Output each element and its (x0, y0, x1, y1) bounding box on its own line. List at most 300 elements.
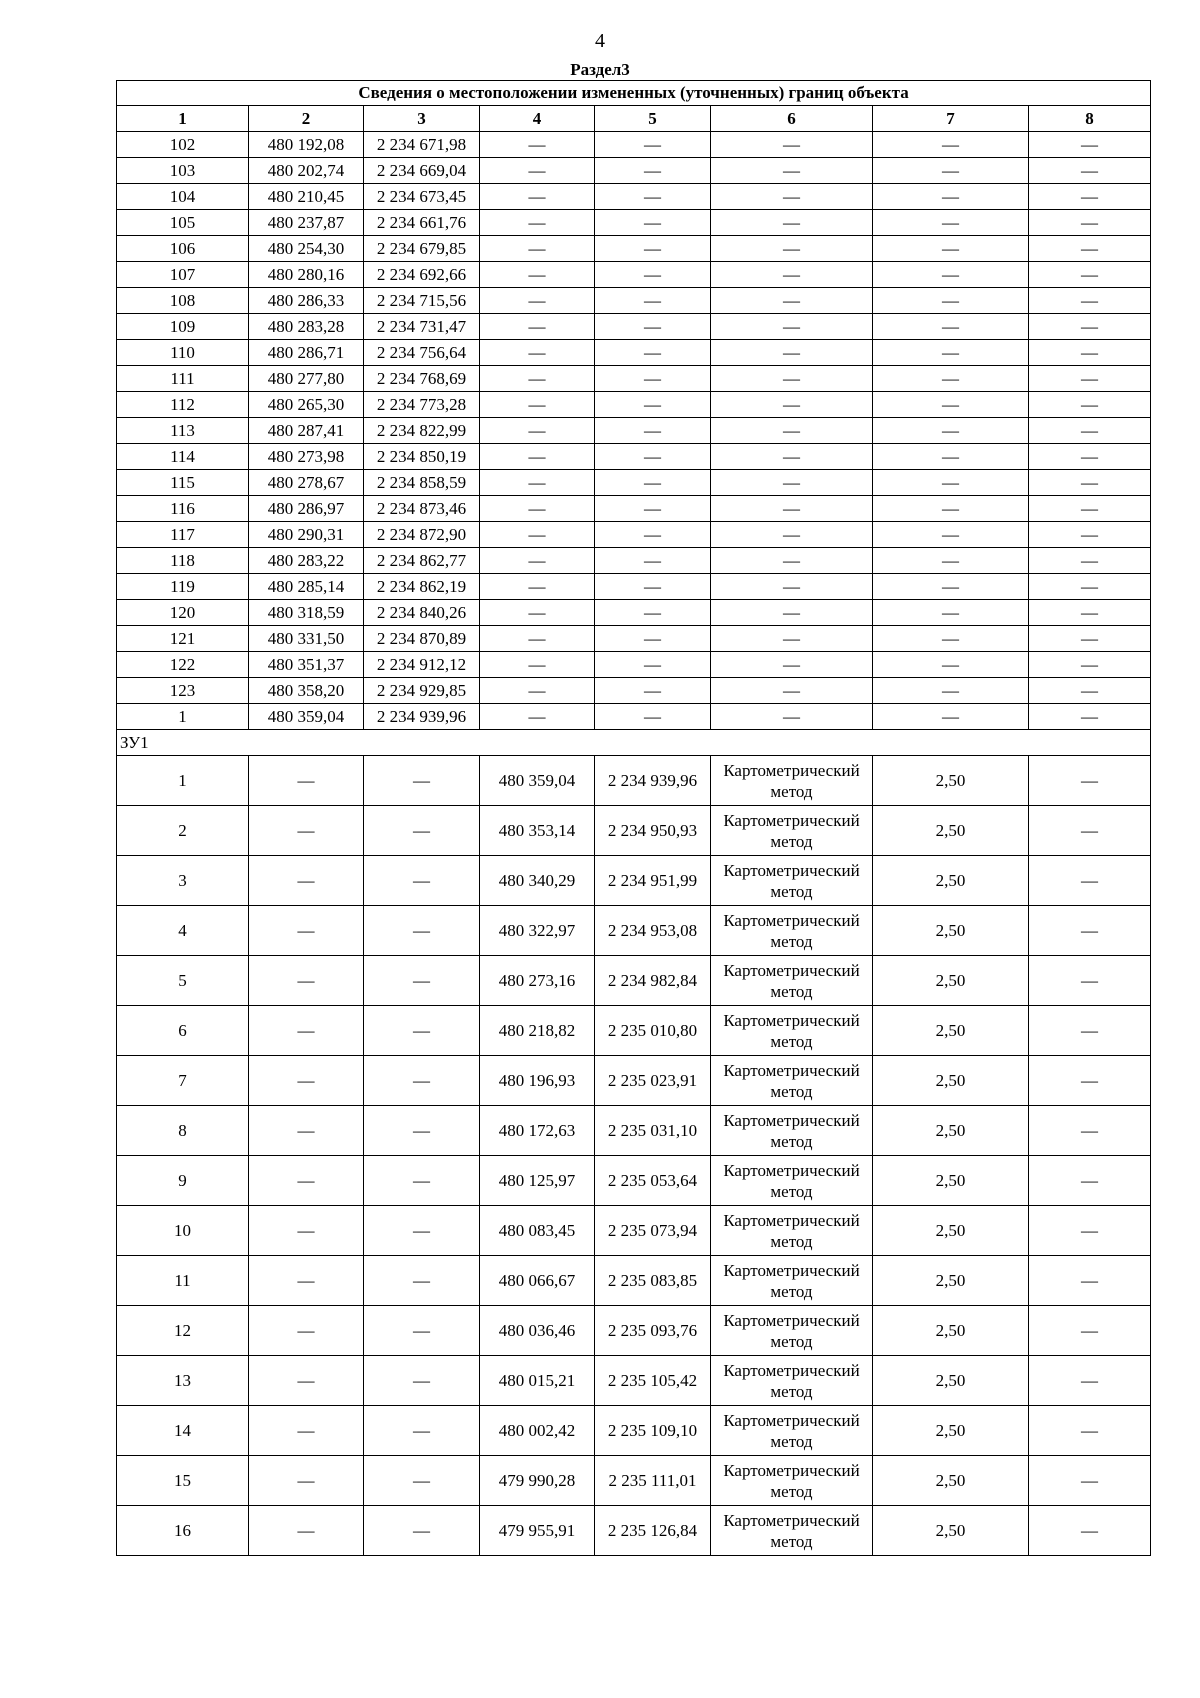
empty-dash: — (364, 1006, 480, 1056)
empty-dash: — (711, 548, 873, 574)
method-cell: Картометрический метод (711, 1356, 873, 1406)
empty-dash: — (711, 678, 873, 704)
method-cell: Картометрический метод (711, 756, 873, 806)
new-y: 2 235 105,42 (595, 1356, 711, 1406)
empty-dash: — (480, 158, 595, 184)
point-number: 2 (117, 806, 249, 856)
precision-cell: 2,50 (873, 1156, 1029, 1206)
point-number: 113 (117, 418, 249, 444)
existing-x: 480 359,04 (249, 704, 364, 730)
empty-dash: — (873, 132, 1029, 158)
existing-y: 2 234 939,96 (364, 704, 480, 730)
empty-dash: — (480, 236, 595, 262)
new-x: 480 036,46 (480, 1306, 595, 1356)
method-cell: Картометрический метод (711, 956, 873, 1006)
new-x: 480 218,82 (480, 1006, 595, 1056)
table-row (117, 288, 1151, 314)
empty-dash: — (1029, 956, 1151, 1006)
empty-dash: — (1029, 444, 1151, 470)
existing-y: 2 234 768,69 (364, 366, 480, 392)
empty-dash: — (873, 704, 1029, 730)
empty-dash: — (364, 1106, 480, 1156)
point-number: 121 (117, 626, 249, 652)
point-number: 3 (117, 856, 249, 906)
existing-x: 480 202,74 (249, 158, 364, 184)
empty-dash: — (364, 756, 480, 806)
table-row (117, 704, 1151, 730)
empty-dash: — (249, 1206, 364, 1256)
empty-dash: — (364, 956, 480, 1006)
table-row (117, 210, 1151, 236)
existing-y: 2 234 671,98 (364, 132, 480, 158)
point-number: 14 (117, 1406, 249, 1456)
empty-dash: — (480, 366, 595, 392)
empty-dash: — (1029, 470, 1151, 496)
empty-dash: — (364, 1406, 480, 1456)
empty-dash: — (711, 626, 873, 652)
existing-x: 480 287,41 (249, 418, 364, 444)
empty-dash: — (873, 262, 1029, 288)
new-y: 2 235 111,01 (595, 1456, 711, 1506)
empty-dash: — (1029, 366, 1151, 392)
empty-dash: — (364, 1256, 480, 1306)
empty-dash: — (711, 288, 873, 314)
method-cell: Картометрический метод (711, 1306, 873, 1356)
table-row (117, 496, 1151, 522)
point-number: 109 (117, 314, 249, 340)
empty-dash: — (873, 236, 1029, 262)
point-number: 119 (117, 574, 249, 600)
empty-dash: — (1029, 1306, 1151, 1356)
precision-cell: 2,50 (873, 1056, 1029, 1106)
existing-x: 480 237,87 (249, 210, 364, 236)
existing-y: 2 234 840,26 (364, 600, 480, 626)
existing-x: 480 318,59 (249, 600, 364, 626)
group-label: ЗУ1 (117, 730, 1151, 756)
empty-dash: — (711, 392, 873, 418)
empty-dash: — (711, 262, 873, 288)
empty-dash: — (364, 1356, 480, 1406)
empty-dash: — (249, 856, 364, 906)
new-y: 2 235 093,76 (595, 1306, 711, 1356)
point-number: 1 (117, 704, 249, 730)
empty-dash: — (1029, 496, 1151, 522)
empty-dash: — (1029, 236, 1151, 262)
method-cell: Картометрический метод (711, 1406, 873, 1456)
precision-cell: 2,50 (873, 956, 1029, 1006)
method-cell: Картометрический метод (711, 1206, 873, 1256)
empty-dash: — (1029, 678, 1151, 704)
empty-dash: — (480, 132, 595, 158)
empty-dash: — (1029, 806, 1151, 856)
new-y: 2 235 109,10 (595, 1406, 711, 1456)
point-number: 117 (117, 522, 249, 548)
new-y: 2 235 126,84 (595, 1506, 711, 1556)
empty-dash: — (364, 1456, 480, 1506)
empty-dash: — (1029, 210, 1151, 236)
point-number: 107 (117, 262, 249, 288)
empty-dash: — (873, 392, 1029, 418)
existing-y: 2 234 862,19 (364, 574, 480, 600)
empty-dash: — (873, 678, 1029, 704)
table-row (117, 158, 1151, 184)
empty-dash: — (364, 806, 480, 856)
empty-dash: — (595, 132, 711, 158)
empty-dash: — (480, 444, 595, 470)
point-number: 112 (117, 392, 249, 418)
existing-y: 2 234 822,99 (364, 418, 480, 444)
empty-dash: — (480, 704, 595, 730)
method-cell: Картометрический метод (711, 1106, 873, 1156)
empty-dash: — (480, 652, 595, 678)
empty-dash: — (364, 1506, 480, 1556)
method-cell: Картометрический метод (711, 1006, 873, 1056)
page-number: 4 (595, 30, 605, 52)
new-y: 2 235 053,64 (595, 1156, 711, 1206)
method-cell: Картометрический метод (711, 1156, 873, 1206)
empty-dash: — (873, 158, 1029, 184)
empty-dash: — (1029, 1106, 1151, 1156)
table-row (117, 756, 1151, 806)
empty-dash: — (1029, 548, 1151, 574)
empty-dash: — (480, 548, 595, 574)
empty-dash: — (480, 392, 595, 418)
new-y: 2 234 950,93 (595, 806, 711, 856)
empty-dash: — (873, 418, 1029, 444)
empty-dash: — (249, 906, 364, 956)
empty-dash: — (873, 314, 1029, 340)
empty-dash: — (595, 626, 711, 652)
table-row (117, 1156, 1151, 1206)
empty-dash: — (1029, 392, 1151, 418)
point-number: 7 (117, 1056, 249, 1106)
empty-dash: — (595, 574, 711, 600)
new-x: 480 340,29 (480, 856, 595, 906)
existing-y: 2 234 912,12 (364, 652, 480, 678)
empty-dash: — (1029, 1156, 1151, 1206)
empty-dash: — (480, 574, 595, 600)
empty-dash: — (595, 366, 711, 392)
empty-dash: — (711, 522, 873, 548)
point-number: 5 (117, 956, 249, 1006)
existing-x: 480 254,30 (249, 236, 364, 262)
empty-dash: — (873, 574, 1029, 600)
empty-dash: — (480, 678, 595, 704)
existing-y: 2 234 850,19 (364, 444, 480, 470)
existing-x: 480 286,33 (249, 288, 364, 314)
new-y: 2 234 953,08 (595, 906, 711, 956)
point-number: 1 (117, 756, 249, 806)
empty-dash: — (873, 652, 1029, 678)
column-header: 6 (711, 106, 873, 132)
empty-dash: — (480, 496, 595, 522)
empty-dash: — (595, 340, 711, 366)
empty-dash: — (1029, 626, 1151, 652)
method-cell: Картометрический метод (711, 906, 873, 956)
empty-dash: — (873, 470, 1029, 496)
empty-dash: — (480, 418, 595, 444)
existing-y: 2 234 679,85 (364, 236, 480, 262)
empty-dash: — (873, 496, 1029, 522)
existing-x: 480 277,80 (249, 366, 364, 392)
empty-dash: — (595, 548, 711, 574)
empty-dash: — (480, 262, 595, 288)
empty-dash: — (711, 210, 873, 236)
new-y: 2 235 083,85 (595, 1256, 711, 1306)
table-row (117, 444, 1151, 470)
point-number: 10 (117, 1206, 249, 1256)
existing-x: 480 351,37 (249, 652, 364, 678)
point-number: 16 (117, 1506, 249, 1556)
point-number: 118 (117, 548, 249, 574)
new-x: 480 273,16 (480, 956, 595, 1006)
existing-x: 480 210,45 (249, 184, 364, 210)
empty-dash: — (711, 366, 873, 392)
existing-x: 480 358,20 (249, 678, 364, 704)
empty-dash: — (595, 288, 711, 314)
column-header: 3 (364, 106, 480, 132)
boundary-table (116, 80, 1151, 1556)
empty-dash: — (595, 262, 711, 288)
point-number: 4 (117, 906, 249, 956)
new-x: 480 083,45 (480, 1206, 595, 1256)
empty-dash: — (711, 132, 873, 158)
empty-dash: — (711, 574, 873, 600)
empty-dash: — (249, 806, 364, 856)
table-row (117, 906, 1151, 956)
method-cell: Картометрический метод (711, 1256, 873, 1306)
method-cell: Картометрический метод (711, 1456, 873, 1506)
table-row (117, 856, 1151, 906)
column-header: 1 (117, 106, 249, 132)
table-row (117, 1356, 1151, 1406)
point-number: 115 (117, 470, 249, 496)
empty-dash: — (1029, 574, 1151, 600)
column-header: 5 (595, 106, 711, 132)
existing-y: 2 234 692,66 (364, 262, 480, 288)
new-y: 2 235 073,94 (595, 1206, 711, 1256)
new-x: 480 359,04 (480, 756, 595, 806)
new-x: 480 066,67 (480, 1256, 595, 1306)
empty-dash: — (249, 1106, 364, 1156)
empty-dash: — (711, 652, 873, 678)
empty-dash: — (1029, 1356, 1151, 1406)
table-row (117, 1456, 1151, 1506)
table-row (117, 340, 1151, 366)
precision-cell: 2,50 (873, 1506, 1029, 1556)
table-row (117, 652, 1151, 678)
point-number: 9 (117, 1156, 249, 1206)
table-row (117, 418, 1151, 444)
empty-dash: — (711, 236, 873, 262)
empty-dash: — (480, 340, 595, 366)
table-row (117, 262, 1151, 288)
point-number: 6 (117, 1006, 249, 1056)
table-row (117, 132, 1151, 158)
empty-dash: — (1029, 704, 1151, 730)
empty-dash: — (249, 1056, 364, 1106)
empty-dash: — (873, 366, 1029, 392)
empty-dash: — (1029, 856, 1151, 906)
empty-dash: — (1029, 418, 1151, 444)
empty-dash: — (595, 210, 711, 236)
column-header: 8 (1029, 106, 1151, 132)
new-y: 2 235 031,10 (595, 1106, 711, 1156)
point-number: 105 (117, 210, 249, 236)
table-caption: Сведения о местоположении измененных (уточненных) границ объекта (117, 81, 1151, 106)
existing-y: 2 234 870,89 (364, 626, 480, 652)
precision-cell: 2,50 (873, 1406, 1029, 1456)
empty-dash: — (249, 1356, 364, 1406)
empty-dash: — (595, 652, 711, 678)
point-number: 11 (117, 1256, 249, 1306)
table-row (117, 1406, 1151, 1456)
point-number: 103 (117, 158, 249, 184)
precision-cell: 2,50 (873, 1256, 1029, 1306)
table-row (117, 806, 1151, 856)
empty-dash: — (711, 314, 873, 340)
empty-dash: — (480, 600, 595, 626)
precision-cell: 2,50 (873, 1206, 1029, 1256)
point-number: 15 (117, 1456, 249, 1506)
new-x: 480 322,97 (480, 906, 595, 956)
empty-dash: — (711, 600, 873, 626)
existing-y: 2 234 773,28 (364, 392, 480, 418)
empty-dash: — (595, 418, 711, 444)
existing-x: 480 283,28 (249, 314, 364, 340)
empty-dash: — (595, 184, 711, 210)
empty-dash: — (1029, 158, 1151, 184)
empty-dash: — (1029, 288, 1151, 314)
empty-dash: — (1029, 1206, 1151, 1256)
empty-dash: — (873, 600, 1029, 626)
empty-dash: — (480, 184, 595, 210)
new-points-body (117, 756, 1151, 1556)
empty-dash: — (1029, 132, 1151, 158)
empty-dash: — (364, 1056, 480, 1106)
empty-dash: — (1029, 1456, 1151, 1506)
existing-y: 2 234 669,04 (364, 158, 480, 184)
empty-dash: — (364, 856, 480, 906)
existing-x: 480 286,71 (249, 340, 364, 366)
precision-cell: 2,50 (873, 806, 1029, 856)
empty-dash: — (1029, 184, 1151, 210)
table-row (117, 392, 1151, 418)
new-y: 2 235 023,91 (595, 1056, 711, 1106)
empty-dash: — (364, 1156, 480, 1206)
table-row (117, 522, 1151, 548)
empty-dash: — (1029, 906, 1151, 956)
empty-dash: — (1029, 600, 1151, 626)
existing-y: 2 234 929,85 (364, 678, 480, 704)
empty-dash: — (249, 756, 364, 806)
precision-cell: 2,50 (873, 1456, 1029, 1506)
existing-y: 2 234 872,90 (364, 522, 480, 548)
empty-dash: — (873, 522, 1029, 548)
existing-x: 480 290,31 (249, 522, 364, 548)
empty-dash: — (480, 210, 595, 236)
empty-dash: — (480, 626, 595, 652)
empty-dash: — (595, 704, 711, 730)
method-cell: Картометрический метод (711, 1506, 873, 1556)
table-row (117, 470, 1151, 496)
existing-y: 2 234 661,76 (364, 210, 480, 236)
existing-y: 2 234 858,59 (364, 470, 480, 496)
empty-dash: — (249, 1256, 364, 1306)
precision-cell: 2,50 (873, 1006, 1029, 1056)
table-row (117, 236, 1151, 262)
precision-cell: 2,50 (873, 1356, 1029, 1406)
empty-dash: — (711, 704, 873, 730)
empty-dash: — (480, 470, 595, 496)
table-row (117, 1056, 1151, 1106)
empty-dash: — (249, 1306, 364, 1356)
empty-dash: — (1029, 1256, 1151, 1306)
new-x: 479 955,91 (480, 1506, 595, 1556)
existing-y: 2 234 756,64 (364, 340, 480, 366)
existing-y: 2 234 715,56 (364, 288, 480, 314)
new-y: 2 234 982,84 (595, 956, 711, 1006)
column-header: 7 (873, 106, 1029, 132)
new-y: 2 235 010,80 (595, 1006, 711, 1056)
empty-dash: — (595, 444, 711, 470)
new-x: 479 990,28 (480, 1456, 595, 1506)
empty-dash: — (873, 626, 1029, 652)
existing-x: 480 286,97 (249, 496, 364, 522)
empty-dash: — (711, 418, 873, 444)
empty-dash: — (1029, 522, 1151, 548)
existing-x: 480 283,22 (249, 548, 364, 574)
empty-dash: — (1029, 652, 1151, 678)
table-row (117, 1256, 1151, 1306)
empty-dash: — (249, 1506, 364, 1556)
column-header: 4 (480, 106, 595, 132)
column-header: 2 (249, 106, 364, 132)
method-cell: Картометрический метод (711, 1056, 873, 1106)
empty-dash: — (711, 444, 873, 470)
empty-dash: — (1029, 756, 1151, 806)
table-row (117, 678, 1151, 704)
empty-dash: — (873, 210, 1029, 236)
empty-dash: — (595, 522, 711, 548)
new-y: 2 234 939,96 (595, 756, 711, 806)
empty-dash: — (595, 470, 711, 496)
existing-x: 480 280,16 (249, 262, 364, 288)
precision-cell: 2,50 (873, 1306, 1029, 1356)
point-number: 116 (117, 496, 249, 522)
method-cell: Картометрический метод (711, 806, 873, 856)
empty-dash: — (711, 158, 873, 184)
empty-dash: — (1029, 1406, 1151, 1456)
point-number: 12 (117, 1306, 249, 1356)
empty-dash: — (480, 314, 595, 340)
empty-dash: — (480, 288, 595, 314)
empty-dash: — (364, 1206, 480, 1256)
empty-dash: — (595, 314, 711, 340)
empty-dash: — (1029, 340, 1151, 366)
point-number: 102 (117, 132, 249, 158)
empty-dash: — (711, 496, 873, 522)
new-x: 480 196,93 (480, 1056, 595, 1106)
point-number: 110 (117, 340, 249, 366)
existing-y: 2 234 873,46 (364, 496, 480, 522)
empty-dash: — (595, 678, 711, 704)
new-x: 480 125,97 (480, 1156, 595, 1206)
empty-dash: — (595, 236, 711, 262)
existing-x: 480 285,14 (249, 574, 364, 600)
existing-x: 480 265,30 (249, 392, 364, 418)
point-number: 114 (117, 444, 249, 470)
